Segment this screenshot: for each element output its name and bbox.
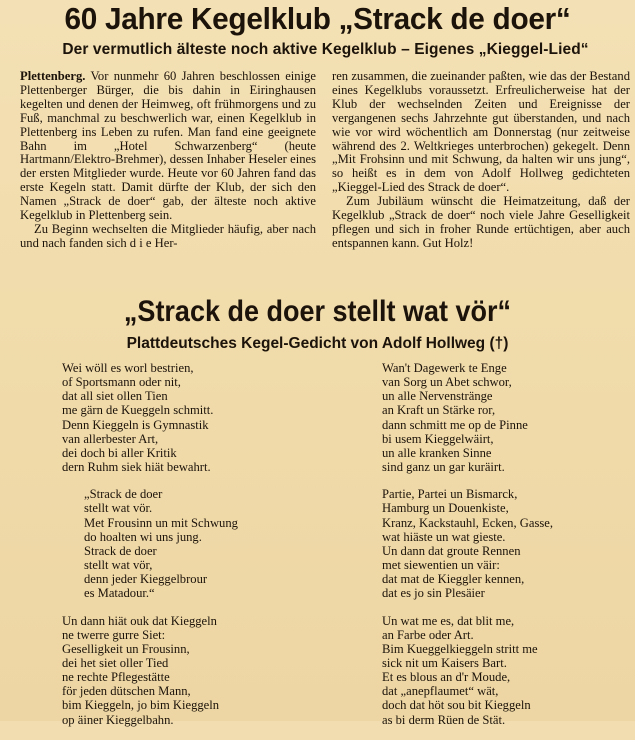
poem-line: op äiner Kieggelbahn.	[62, 712, 174, 727]
poem-line: Wan't Dagewerk te Enge	[382, 361, 507, 375]
poem-subtitle: Plattdeutsches Kegel-Gedicht von Adolf Hollweg (†)	[126, 335, 509, 352]
poem-line: Partie, Partei un Bismarck,	[382, 487, 518, 502]
poem-line: es Matadour.“	[84, 586, 155, 601]
poem-line: för jeden dütschen Mann,	[62, 684, 191, 699]
poem-line: dat all siet ollen Tien	[62, 389, 168, 404]
poem-line: sick nit um Kaisers Bart.	[382, 655, 507, 670]
poem-column-right	[382, 361, 553, 740]
poem-column-left	[62, 361, 238, 740]
poem-line: wat hiäste un wat gieste.	[382, 529, 506, 544]
poem-stanza	[382, 487, 553, 600]
poem-line: Bim Kueggelkieggeln stritt me	[382, 641, 538, 656]
poem-line: dat „anepflaumet“ wät,	[382, 684, 499, 699]
poem-line: Hamburg un Douenkiste,	[382, 501, 509, 516]
article-paragraph	[20, 70, 316, 223]
poem-line: Un wat me es, dat blit me,	[382, 613, 515, 628]
poem-line: un alle kranken Sinne	[382, 445, 492, 460]
poem-line: me gärn de Kueggeln schmitt.	[62, 403, 214, 418]
poem-stanza	[382, 361, 553, 474]
poem-line: do hoalten wi uns jung.	[84, 529, 202, 544]
poem-line: doch dat höt sou bit Kieggeln	[382, 698, 531, 713]
poem-line: „Strack de doer	[84, 487, 163, 502]
poem-line: dann schmitt me op de Pinne	[382, 417, 528, 432]
article-subheadline: Der vermutlich älteste noch aktive Kegelklub – Eigenes „Kieggel-Lied“	[62, 41, 589, 58]
paragraph-text: Vor nunmehr 60 Jahren beschlossen einige Plettenberger Bürger, die bis dahin in Eiringhausen kegelten und denen der Heimweg, oft frühmorgens und zu Fuß, manchmal zu beschwerlich war, einen Kegelklub in Plettenberg ins Leben zu rufen. Man fand eine geeignete Bahn im „Hotel Schwarzenberg“ (heute Hartmann/Elektro-Brehmer), dessen Inhaber Heseler eines der ersten Mitglieder wurde. Heute vor 60 Jahren fand das erste Kegeln statt. Damit dürfte der Klub, der sich den Namen „Strack de doer“ gab, der älteste noch aktive Kegelklub in Plettenberg sein.	[20, 69, 316, 223]
poem-line: dern Ruhm siek hiät bewahrt.	[62, 460, 211, 475]
poem-line: un alle Nervenstränge	[382, 389, 493, 404]
poem-line: dei doch bi aller Kritik	[62, 445, 177, 460]
poem-line: Un dann hiät ouk dat Kieggeln	[62, 613, 217, 628]
poem-line: Kranz, Kackstauhl, Ecken, Gasse,	[382, 515, 553, 530]
poem-line: Wei wöll es worl bestrien,	[62, 361, 194, 375]
poem-line: dat mat de Kieggler kennen,	[382, 572, 525, 587]
article-column-left	[20, 70, 316, 251]
poem-line: Met Frousinn un mit Schwung	[84, 515, 238, 530]
poem-line: stellt wat vör,	[84, 558, 153, 573]
poem-line: an Kraft un Stärke ror,	[382, 403, 496, 418]
poem-line: bi usem Kieggelwäirt,	[382, 431, 494, 446]
article-paragraph: Zu Beginn wechselten die Mitglieder häufig, aber nach und nach fanden sich d i e Her-	[20, 221, 316, 250]
article-paragraph: ren zusammen, die zueinander paßten, wie das der Bestand eines Kegelklubs voraussetzt. Erfreulicherweise hat der Klub der wechselnden Zeiten und Ereignisse der vergangenen sechs Jahrzehnte gut überstanden, und nach wie vor wird wöchentlich am Donnerstag (nur zeitweise während des 2. Weltkrieges unterbrochen) gekegelt. Denn „Mit Frohsinn und mit Schwung, da halten wir uns jung“, so heißt es in dem von Adolf Hollweg gedichteten „Kieggel-Lied des Strack de doer“.	[332, 69, 630, 195]
poem-stanza	[382, 614, 553, 727]
poem-line: van allerbester Art,	[62, 431, 159, 446]
article-paragraph: Zum Jubiläum wünscht die Heimatzeitung, daß der Kegelklub „Strack de doer“ noch viele Jahre Geselligkeit pflegen und sich in froher Runde ertüchtigen, aber auch entspannen kann. Gut Holz!	[332, 194, 630, 250]
poem-stanza	[62, 361, 238, 474]
poem-line: Denn Kieggeln is Gymnastik	[62, 417, 209, 432]
poem-line: bim Kieggeln, jo bim Kieggeln	[62, 698, 220, 713]
dateline: Plettenberg.	[20, 69, 86, 83]
poem-line: sind ganz un gar kuräirt.	[382, 460, 505, 475]
poem-line: as bi derm Rüen de Stät.	[382, 712, 506, 727]
poem-line: van Sorg un Abet schwor,	[382, 375, 512, 390]
poem-line: Geselligkeit un Frousinn,	[62, 641, 190, 656]
poem-stanza	[62, 614, 238, 727]
poem-line: met siewentien un väir:	[382, 558, 500, 573]
poem-title: „Strack de doer stellt wat vör“	[123, 295, 512, 328]
poem-line: dei het siet oller Tied	[62, 655, 169, 670]
poem-line: Et es blous an d'r Moude,	[382, 670, 511, 685]
poem-line: stellt wat vör.	[84, 501, 153, 516]
article-headline: 60 Jahre Kegelklub „Strack de doer“	[64, 1, 571, 36]
poem-line: of Sportsmann oder nit,	[62, 375, 181, 390]
poem-line: an Farbe oder Art.	[382, 627, 474, 642]
poem-line: ne twerre gurre Siet:	[62, 627, 166, 642]
poem-line: Un dann dat groute Rennen	[382, 543, 521, 558]
poem-line: denn jeder Kieggelbrour	[84, 572, 208, 587]
poem-line: Strack de doer	[84, 543, 157, 558]
poem-refrain	[62, 487, 238, 600]
article-column-right	[332, 70, 630, 251]
poem-line: dat es jo sin Plesäier	[382, 586, 485, 601]
poem-line: ne rechte Pflegestätte	[62, 670, 170, 685]
